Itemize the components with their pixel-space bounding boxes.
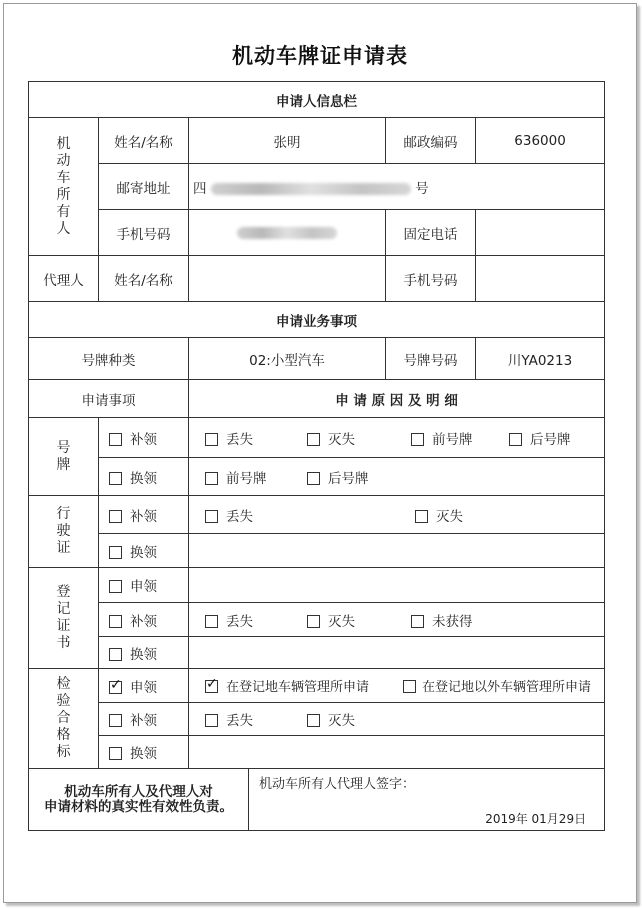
license-reissue-reasons [189,496,605,534]
plate-destroyed-option[interactable]: 灭失 [307,428,411,448]
apply-item-label: 申请事项 [29,380,189,418]
owner-label: 机 动 车 所 有 人 [29,118,99,256]
postal-code-value: 636000 [514,132,566,149]
postal-code-field[interactable] [476,118,605,164]
plate-front-option[interactable]: 前号牌 [411,428,509,448]
plate-type-field[interactable] [189,338,386,380]
plate-number-field[interactable] [476,338,605,380]
plate-rear-checkbox[interactable] [509,433,522,446]
cert-reissue-reasons [189,603,605,637]
inspect-nonlocal-option[interactable]: 在登记地以外车辆管理所申请 [403,676,591,695]
inspect-apply-option[interactable]: ✓申领 [99,669,189,703]
cert-apply-option[interactable]: 申领 [99,568,189,603]
cert-not-obtained-checkbox[interactable] [411,615,424,628]
plate-number-value: 川YA0213 [507,352,573,369]
cert-reissue-checkbox[interactable] [109,615,122,628]
signature-area[interactable] [249,769,605,831]
inspect-replace-empty [189,736,605,769]
section-business-items: 申请业务事项 [29,302,605,338]
agent-mobile-label: 手机号码 [386,256,476,302]
plate-reissue-label: 补领 [130,431,157,448]
license-lost-option[interactable]: 丢失 [205,505,415,525]
license-replace-option[interactable]: 换领 [99,534,189,568]
inspect-reissue-checkbox[interactable] [109,714,122,727]
cert-not-obtained-option[interactable]: 未获得 [411,610,473,630]
plate-front-checkbox[interactable] [411,433,424,446]
cert-destroyed-checkbox[interactable] [307,615,320,628]
cert-replace-empty [189,637,605,669]
license-reissue-option[interactable]: 补领 [99,496,189,534]
license-destroyed-checkbox[interactable] [415,510,428,523]
plate-reissue-checkbox[interactable] [109,433,122,446]
document-page [3,3,637,903]
inspect-reissue-option[interactable]: 补领 [99,703,189,736]
license-destroyed-option[interactable]: 灭失 [415,505,463,525]
inspect-local-checkbox[interactable] [205,680,218,693]
inspect-replace-checkbox[interactable] [109,747,122,760]
inspection-group-label: 检 验 合 格 标 [29,669,99,769]
owner-name-field[interactable] [189,118,386,164]
plate-number-label: 号牌号码 [386,338,476,380]
license-group-label: 行 驶 证 [29,496,99,568]
redacted-mobile [237,227,337,239]
section-applicant-info: 申请人信息栏 [29,82,605,118]
cert-replace-checkbox[interactable] [109,648,122,661]
mobile-label: 手机号码 [99,210,189,256]
inspect-reissue-reasons [189,703,605,736]
plate-replace-rear-option[interactable]: 后号牌 [307,467,369,487]
license-reissue-checkbox[interactable] [109,510,122,523]
plate-lost-option[interactable]: 丢失 [205,428,307,448]
agent-name-field[interactable] [189,256,386,302]
reason-header: 申 请 原 因 及 明 细 [189,380,605,418]
certificate-group-label: 登 记 证 书 [29,568,99,669]
declaration-text: 机动车所有人及代理人对 申请材料的真实性有效性负责。 [29,769,249,831]
inspect-apply-checkbox[interactable] [109,681,122,694]
plate-replace-reasons [189,458,605,496]
cert-reissue-option[interactable]: 补领 [99,603,189,637]
inspect-lost-checkbox[interactable] [205,714,218,727]
owner-name-label: 姓名/名称 [99,118,189,164]
plate-type-value: 02:小型汽车 [249,352,325,369]
license-lost-checkbox[interactable] [205,510,218,523]
plate-lost-checkbox[interactable] [205,433,218,446]
plate-reissue-reasons [189,418,605,458]
plate-type-label: 号牌种类 [29,338,189,380]
plate-group-label: 号 牌 [29,418,99,496]
plate-replace-rear-checkbox[interactable] [307,472,320,485]
inspect-apply-reasons [189,669,605,703]
postal-code-label: 邮政编码 [386,118,476,164]
redacted-address [211,183,411,195]
plate-reissue-option[interactable] [99,418,189,458]
license-replace-empty [189,534,605,568]
inspect-destroyed-checkbox[interactable] [307,714,320,727]
plate-replace-front-option[interactable]: 前号牌 [205,467,307,487]
plate-replace-front-checkbox[interactable] [205,472,218,485]
plate-replace-option[interactable] [99,458,189,496]
inspect-lost-option[interactable]: 丢失 [205,709,307,729]
agent-name-label: 姓名/名称 [99,256,189,302]
owner-name-value: 张明 [273,134,301,151]
application-form-table [28,81,605,831]
plate-replace-label: 换领 [130,470,157,487]
cert-destroyed-option[interactable]: 灭失 [307,610,411,630]
phone-label: 固定电话 [386,210,476,256]
cert-lost-checkbox[interactable] [205,615,218,628]
plate-destroyed-checkbox[interactable] [307,433,320,446]
cert-apply-checkbox[interactable] [109,580,122,593]
cert-replace-option[interactable]: 换领 [99,637,189,669]
address-field[interactable] [189,164,605,210]
cert-lost-option[interactable]: 丢失 [205,610,307,630]
license-replace-checkbox[interactable] [109,546,122,559]
inspect-local-option[interactable]: ✓ 在登记地车辆管理所申请 [205,676,403,695]
plate-replace-checkbox[interactable] [109,472,122,485]
inspect-replace-option[interactable]: 换领 [99,736,189,769]
agent-label: 代理人 [29,256,99,302]
cert-apply-empty [189,568,605,603]
address-tail-text: 号 [415,180,429,197]
mobile-field[interactable] [189,210,386,256]
address-label: 邮寄地址 [99,164,189,210]
agent-mobile-field[interactable] [476,256,605,302]
phone-field[interactable] [476,210,605,256]
inspect-nonlocal-checkbox[interactable] [403,680,416,693]
signature-date: 2019年 01月29日 [485,812,587,826]
plate-rear-option[interactable]: 后号牌 [509,428,571,448]
form-title: 机动车牌证申请表 [232,44,408,68]
address-visible-text: 四 [193,180,207,197]
signature-label: 机动车所有人代理人签字： [259,777,416,792]
inspect-destroyed-option[interactable]: 灭失 [307,709,355,729]
